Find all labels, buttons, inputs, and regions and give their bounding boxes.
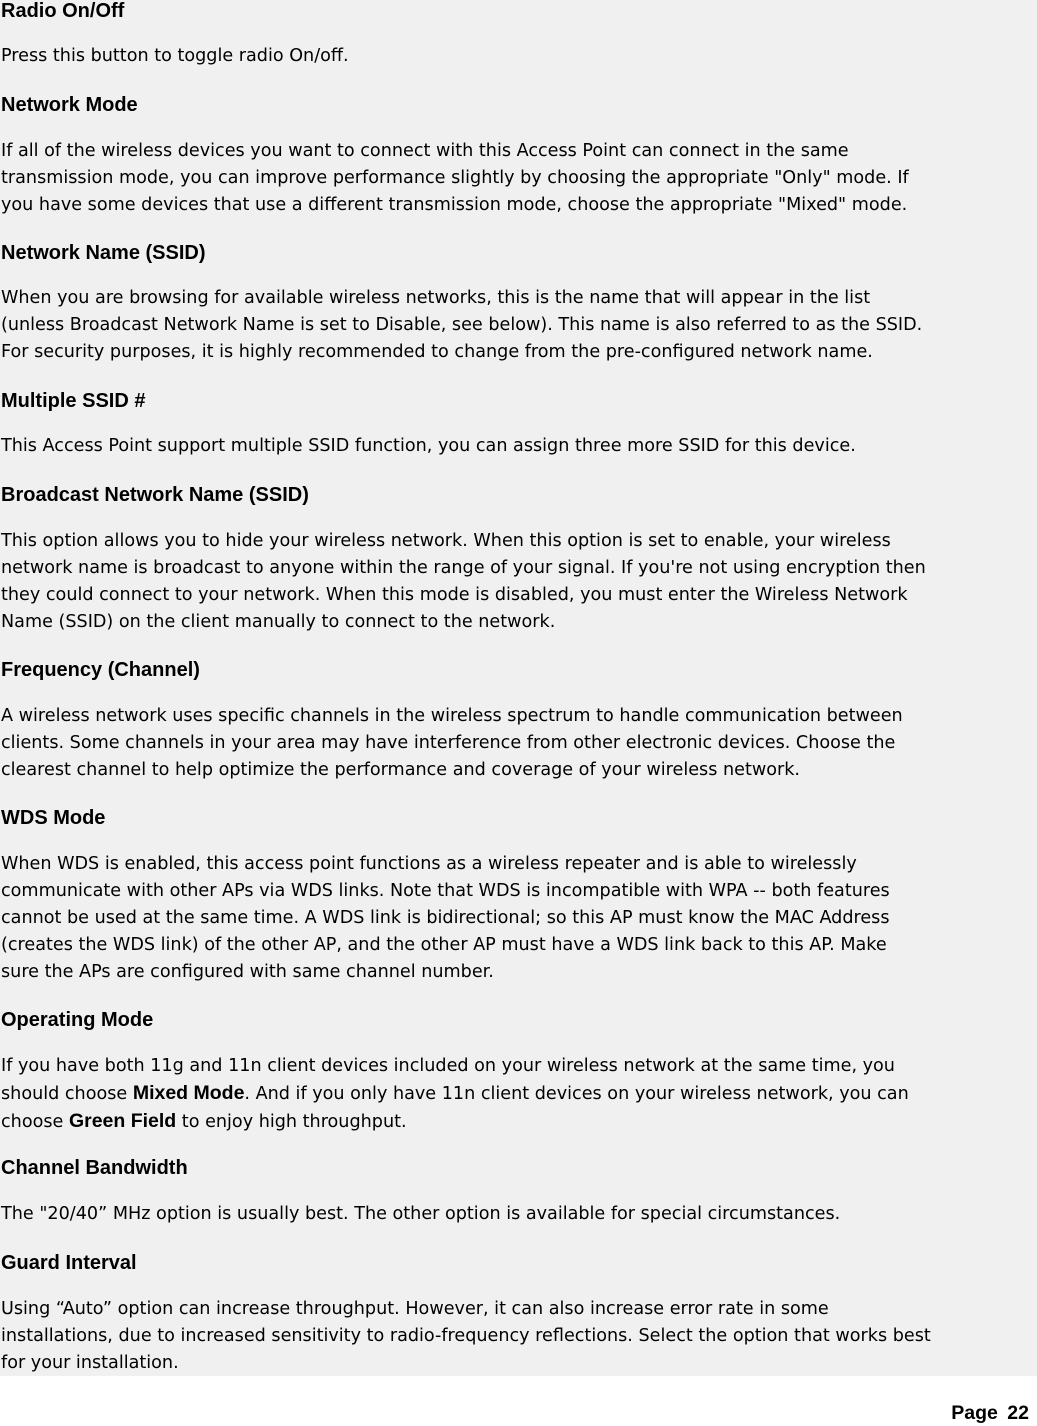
heading-broadcast-name: Broadcast Network Name (SSID) <box>1 484 309 506</box>
heading-frequency: Frequency (Channel) <box>1 659 200 681</box>
heading-operating-mode: Operating Mode <box>1 1009 154 1031</box>
heading-network-mode: Network Mode <box>1 94 138 116</box>
heading-multiple-ssid: Multiple SSID # <box>1 390 146 412</box>
page-footer <box>951 1402 1029 1425</box>
heading-wds-mode: WDS Mode <box>1 807 106 829</box>
para-radio-onoff: Press this button to toggle radio On/off. <box>1 46 349 66</box>
mixed-mode-emphasis: Mixed Mode <box>132 1082 245 1104</box>
para-network-mode: If all of the wireless devices you want to connect with this Access Point can connect in the same transmission mode, you can improve performance slightly by choosing the appropriate "Only" mode. If you have some devices that use a different transmission mode, choose the appropriate "Mixed" mode. <box>1 141 909 215</box>
green-field-emphasis: Green Field <box>68 1110 177 1132</box>
heading-radio-onoff: Radio On/Off <box>1 0 125 22</box>
page-label: Page <box>951 1402 998 1424</box>
para-wds-mode: When WDS is enabled, this access point functions as a wireless repeater and is able to wirelessly communicate with other APs via WDS links. Note that WDS is incompatible with WPA -- both features cannot be used at the same time. A WDS link is bidirectional; so this AP must know the MAC Address (creates the WDS link) of the other AP, and the other AP must have a WDS link back to this AP. Make sure the APs are configured with same channel number. <box>1 854 890 982</box>
para-broadcast-name: This option allows you to hide your wireless network. When this option is set to enable, your wireless network name is broadcast to anyone within the range of your signal. If you're not using encryption then they could connect to your network. When this mode is disabled, you must enter the Wireless Network Name (SSID) on the client manually to connect to the network. <box>1 531 926 632</box>
para-multiple-ssid: This Access Point support multiple SSID function, you can assign three more SSID for this device. <box>1 436 856 456</box>
page-number: 22 <box>1007 1402 1029 1424</box>
heading-guard-interval: Guard Interval <box>1 1252 137 1274</box>
heading-channel-bandwidth: Channel Bandwidth <box>1 1157 188 1179</box>
para-operating-mode: If you have both 11g and 11n client devices included on your wireless network at the same time, you should choose Mixed Mode. And if you only have 11n client devices on your wireless network, you can choose Green Field to enjoy high throughput. <box>1 1056 909 1132</box>
heading-network-name: Network Name (SSID) <box>1 242 206 264</box>
para-guard-interval: Using “Auto” option can increase throughput. However, it can also increase error rate in some installations, due to increased sensitivity to radio-frequency reflections. Select the option that works best for your installation. <box>1 1299 931 1373</box>
para-frequency: A wireless network uses specific channels in the wireless spectrum to handle communication between clients. Some channels in your area may have interference from other electronic devices. Choose the clearest channel to help optimize the performance and coverage of your wireless network. <box>1 706 903 780</box>
para-network-name: When you are browsing for available wireless networks, this is the name that will appear in the list (unless Broadcast Network Name is set to Disable, see below). This name is also referred to as the SSID. For security purposes, it is highly recommended to change from the pre-configured network name. <box>1 288 923 362</box>
para-channel-bandwidth: The "20/40” MHz option is usually best. The other option is available for special circumstances. <box>1 1204 841 1224</box>
